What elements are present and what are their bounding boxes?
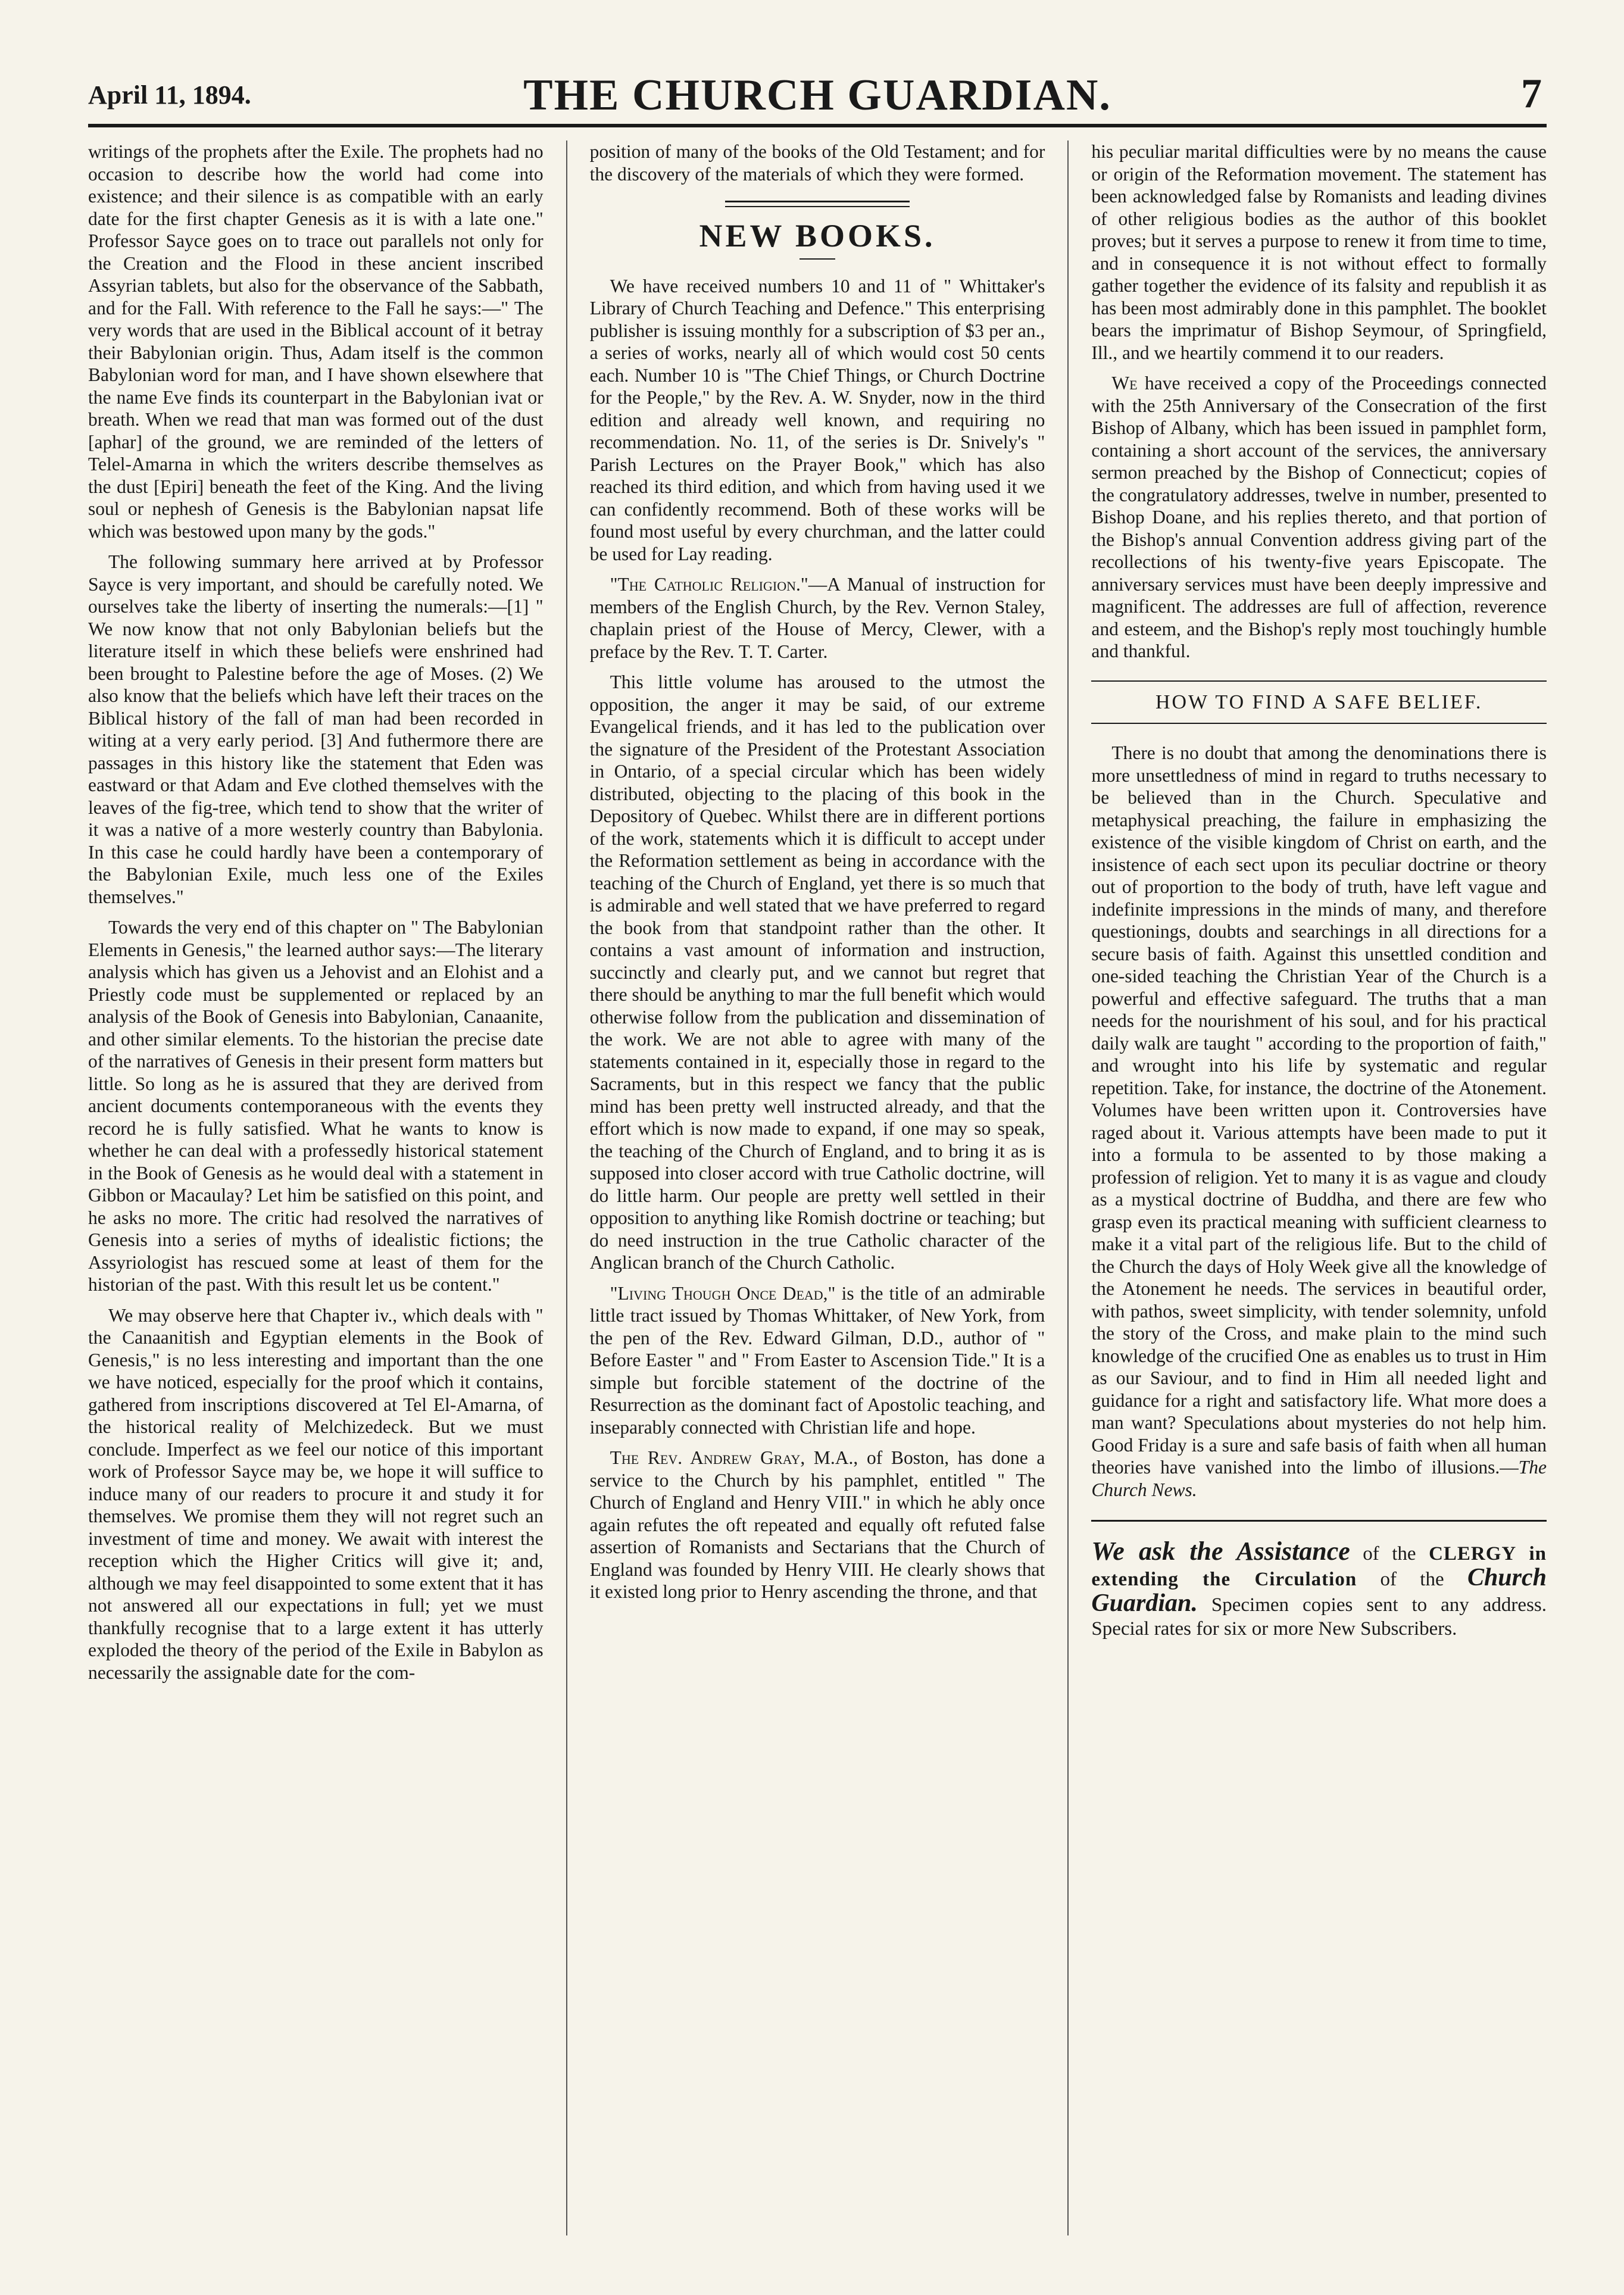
col3-paragraph-2	[1091, 372, 1547, 663]
notice-text-1: of the	[1350, 1543, 1429, 1565]
col1-paragraph-4: We may observe here that Chapter iv., which deals with " the Canaanitish and Egyptian elements in the Book of Genesis," is no less interesting and important than the one we have noticed, especially for the proof which it contains, gathered from inscriptions discovered at Tel El-Amarna, of the historical reality of Melchizedeck. But we must conclude. Imperfect as we feel our notice of this important work of Professor Sayce may be, we hope it will suffice to induce many of our readers to procure it and study it for themselves. We promise them they will not regret such an investment of time and money. We await with interest the reception which the Higher Critics will give it; and, although we may feel disappointed to some extent that it has not answered all our expectations in full; yet we must thankfully recognise that to a large extent it has utterly exploded the theory of the period of the Exile in Babylon as necessarily the assignable date for the com-	[88, 1304, 544, 1683]
circulation-notice	[1091, 1520, 1547, 1641]
col2-paragraph-3	[590, 573, 1045, 663]
col2-paragraph-5-text: is the title of an admirable little tract issued by Thomas Whittaker, of New York, from the pen of the Rev. Edward Gilman, D.D., author of " Before Easter " and " From Easter to Ascension Tide." It is a simple but forcible statement of the doctrine of the Resurrection as the dominant fact of Apostolic teaching, and inseparably connected with Christian life and hope.	[589, 1282, 1045, 1438]
col1-paragraph-1: writings of the prophets after the Exile. The prophets had no occasion to describe how the world had come into existence; and their silence is as compatible with an early date for the first chapter Genesis as it is with a late one." Professor Sayce goes on to trace out parallels not only for the Creation and the Flood in these ancient inscribed Assyrian tablets, but also for the observance of the Sabbath, and for the Fall. With reference to the Fall he says:—" The very words that are used in the Biblical account of it betray their Babylonian origin. Thus, Adam itself is the common Babylonian word for man, and I have shown elsewhere that the name Eve finds its counterpart in the Babylonian ivat or breath. When we read that man was formed out of the dust [aphar] of the ground, we are reminded of the letters of Telel-Amarna in which the writers describe themselves as the dust [Epiri] beneath the feet of the King. And the living soul or nephesh of Genesis is the Babylonian napsat life which was bestowed upon many by the gods."	[88, 141, 544, 542]
col3-paragraph-3-text: There is no doubt that among the denominations there is more unsettledness of mind in regard to truths necessary to be believed than in the Church. Speculative and metaphysical preaching, the failure in emphasizing the existence of the visible kingdom of Christ on earth, and the insistence of each sect upon its peculiar doctrine or theory out of proportion to the body of truth, have left vague and indefinite impressions in the minds of many, and therefore questionings, doubts and searchings in all directions for a secure basis of faith. Against this unsettled condition and one-sided teaching the Christian Year of the Church is a powerful and effective safeguard. The truths that a man needs for the nourishment of his soul, and for his practical daily walk are taught " according to the proportion of faith," and wrought into his life by systematic and regular repetition. Take, for instance, the doctrine of the Atonement. Volumes have been written upon it. Controversies have raged about it. Various attempts have been made to put it into a formula to be assented to by those making a profession of religion. Yet to many it is as vague and cloudy as a mystical doctrine of Buddha, and there are few who grasp even its practical meaning with sufficient clearness to make it a vital part of the religious life. But to the child of the Church the days of Holy Week give all the knowledge of the Atonement he needs. The services in beautiful order, with pathos, sweet simplicity, with tender solemnity, unfold the story of the Cross, and make plain to the mind such knowledge of the crucified One as enables us to trust in Him as our Saviour, and to find in Him all needed light and guidance for a right and satisfactory life. What more does a man want? Speculations about mysteries do not help him. Good Friday is a sure and safe basis of faith when all human theories have vanished into the limbo of illusions.—	[1091, 742, 1547, 1478]
column-3	[1091, 140, 1547, 2235]
column-divider	[1067, 140, 1069, 2235]
notice-text-3: Specimen copies sent to any address. Special rates for six or more New Subscribers.	[1091, 1594, 1547, 1640]
column-divider	[566, 140, 567, 2235]
col1-paragraph-2: The following summary here arrived at by Professor Sayce is very important, and should be carefully noted. We ourselves take the liberty of inserting the numerals:—[1] " We now know that not only Babylonian beliefs but the literature itself in which these beliefs were enshrined had been brought to Palestine before the age of Moses. (2) We also know that the beliefs which have left their traces on the Biblical history of the fall of man had been recorded in witing at a very early period. [3] And futhermore there are passages in this history like the statement that Eden was eastward or that Adam and Eve clothed themselves with the leaves of the fig-tree, which tend to show that the writer of it was a native of a more westerly country than Babylonia. In this case he could hardly have been a contemporary of the Babylonian Exile, much less one of the Exiles themselves."	[88, 551, 544, 907]
notice-paper-name: Church Guardian.	[1091, 1564, 1547, 1617]
column-2	[590, 140, 1045, 2235]
new-books-heading: NEW BOOKS.	[699, 218, 936, 254]
author-andrew-gray: The Rev. Andrew Gray, M.A.,	[610, 1447, 858, 1468]
col3-paragraph-2-text: have received a copy of the Proceedings connected with the 25th Anniversary of the Consecration of the first Bishop of Albany, which has been issued in pamphlet form, containing a short account of the services, the anniversary sermon preached by the Bishop of Connecticut; copies of the congratulatory addresses, twelve in number, presented to Bishop Doane, and his replies thereto, and that portion of the Bishop's annual Convention address giving part of the recollections of his twenty-five years Episcopate. The anniversary services must have been deeply impressive and magnificent. The addresses are full of affection, reverence and esteem, and the Bishop's reply most touchingly humble and thankful.	[1091, 373, 1547, 661]
article-source: The Church News.	[1091, 1457, 1547, 1500]
col2-paragraph-2: We have received numbers 10 and 11 of " Whittaker's Library of Church Teaching and Defence." This enterprising publisher is issuing monthly for a subscription of $3 per an., a series of works, nearly all of which would cost 50 cents each. Number 10 is "The Chief Things, or Church Doctrine for the People," by the Rev. A. W. Snyder, now in the third edition and already well known, and requiring no recommendation. No. 11, of the series is Dr. Snively's " Parish Lectures on the Prayer Book," which has also reached its third edition, and which from having used it we can confidently recommend. Both of these works will be found most useful by every churchman, and the latter could be used for Lay reading.	[589, 275, 1045, 564]
col1-paragraph-3: Towards the very end of this chapter on " The Babylonian Elements in Genesis," the learned author says:—The literary analysis which has given us a Jehovist and an Elohist and a Priestly code must be supplemented or replaced by an analysis of the Book of Genesis into Babylonian, Canaanite, and other similar elements. To the historian the precise date of the narratives of Genesis in their present form matters but little. So long as he is assured that they are derived from ancient documents contemporaneous with the events they record he is fully satisfied. What he wants to know is whether he can deal with a professedly historical statement in the Book of Genesis as he would deal with a statement in Gibbon or Macaulay? Let him be satisfied on this point, and he asks no more. The critic had resolved the narratives of Genesis into a series of myths of idealistic fictions; the Assyriologist has rescued some at least of them for the historian of the past. With this result let us be content."	[88, 917, 544, 1295]
col3-paragraph-1: his peculiar marital difficulties were by no means the cause or origin of the Reformation movement. The statement has been acknowledged false by Romanists and leading divines of other religious bodies as the author of this booklet proves; but it serves a purpose to renew it from time to time, and in consequence it is not without effect to formally gather together the evidence of its falsity and republish it as has been most admirably done in this pamphlet. The booklet bears the imprimatur of Bishop Seymour, of Springfield, Ill., and we heartily commend it to our readers.	[1091, 141, 1547, 363]
col3-paragraph-2-lead: We	[1111, 373, 1138, 394]
notice-clergy: CLERGY in extending the Circulation	[1091, 1543, 1547, 1590]
masthead	[88, 70, 1547, 124]
article-columns	[88, 140, 1547, 2235]
section-rule	[725, 201, 910, 202]
col2-paragraph-1: position of many of the books of the Old Testament; and for the discovery of the materials of which they were formed.	[589, 141, 1045, 185]
col2-paragraph-5	[590, 1282, 1045, 1439]
issue-date: April 11, 1894.	[88, 80, 251, 110]
section-rule	[725, 206, 910, 207]
column-1	[88, 140, 544, 2235]
col3-paragraph-3	[1091, 742, 1547, 1501]
notice-text-2: of the	[1357, 1569, 1467, 1590]
col2-paragraph-3-text: —A Manual of instruction for members of the English Church, by the Rev. Vernon Staley, chaplain priest of the House of Mercy, Clewer, with a preface by the Rev. T. T. Carter.	[589, 574, 1045, 662]
col2-paragraph-4: This little volume has aroused to the utmost the opposition, the anger it may be said, of our extreme Evangelical friends, and it has led to the publication over the signature of the President of the Protestant Association in Ontario, of a special circular which has been widely distributed, objecting to the placing of this book in the Depository of Quebec. Whilst there are in different portions of the work, statements which it is difficult to accept under the Reformation settlement as being in accordance with the teaching of the Church of England, yet there is so much that is admirable and well stated that we have preferred to regard the book from that standpoint rather than the other. It contains a vast amount of information and instruction, succinctly and clearly put, and we cannot but regret that there should be anything to mar the full benefit which would otherwise follow from the publication and dissemination of the work. We are not able to agree with many of the statements contained in it, especially those in regard to the Sacraments, but in this respect we fancy that the public mind has been pretty well instructed already, and that the effort which is now made to expand, if one may so speak, the teaching of the Church of England, and to bring it as is supposed into closer accord with true Catholic doctrine, will do little harm. Our people are pretty well settled in their opposition to anything like Romish doctrine or teaching; but do need instruction in the true Catholic character of the Anglican branch of the Church Catholic.	[589, 672, 1045, 1273]
col2-paragraph-6	[590, 1447, 1045, 1603]
safe-belief-heading: HOW TO FIND A SAFE BELIEF.	[1091, 680, 1547, 725]
page-number: 7	[1521, 71, 1542, 117]
col2-paragraph-6-text: of Boston, has done a service to the Church by his pamphlet, entitled " The Church of England and Henry VIII." in which he ably once again refutes the oft repeated and equally oft refuted false assertion of Romanists and Sectarians that the Church of England was founded by Henry VIII. He clearly shows that it existed long prior to Henry ascending the throne, and that	[589, 1447, 1045, 1602]
newspaper-title: THE CHURCH GUARDIAN.	[523, 71, 1111, 120]
book-title-living-though-once-dead: "Living Though Once Dead,"	[610, 1282, 836, 1304]
heading-dash	[799, 258, 835, 260]
masthead-rule	[88, 124, 1547, 127]
notice-lead: We ask the Assistance	[1091, 1537, 1350, 1566]
book-title-catholic-religion: "The Catholic Religion."	[610, 574, 808, 595]
